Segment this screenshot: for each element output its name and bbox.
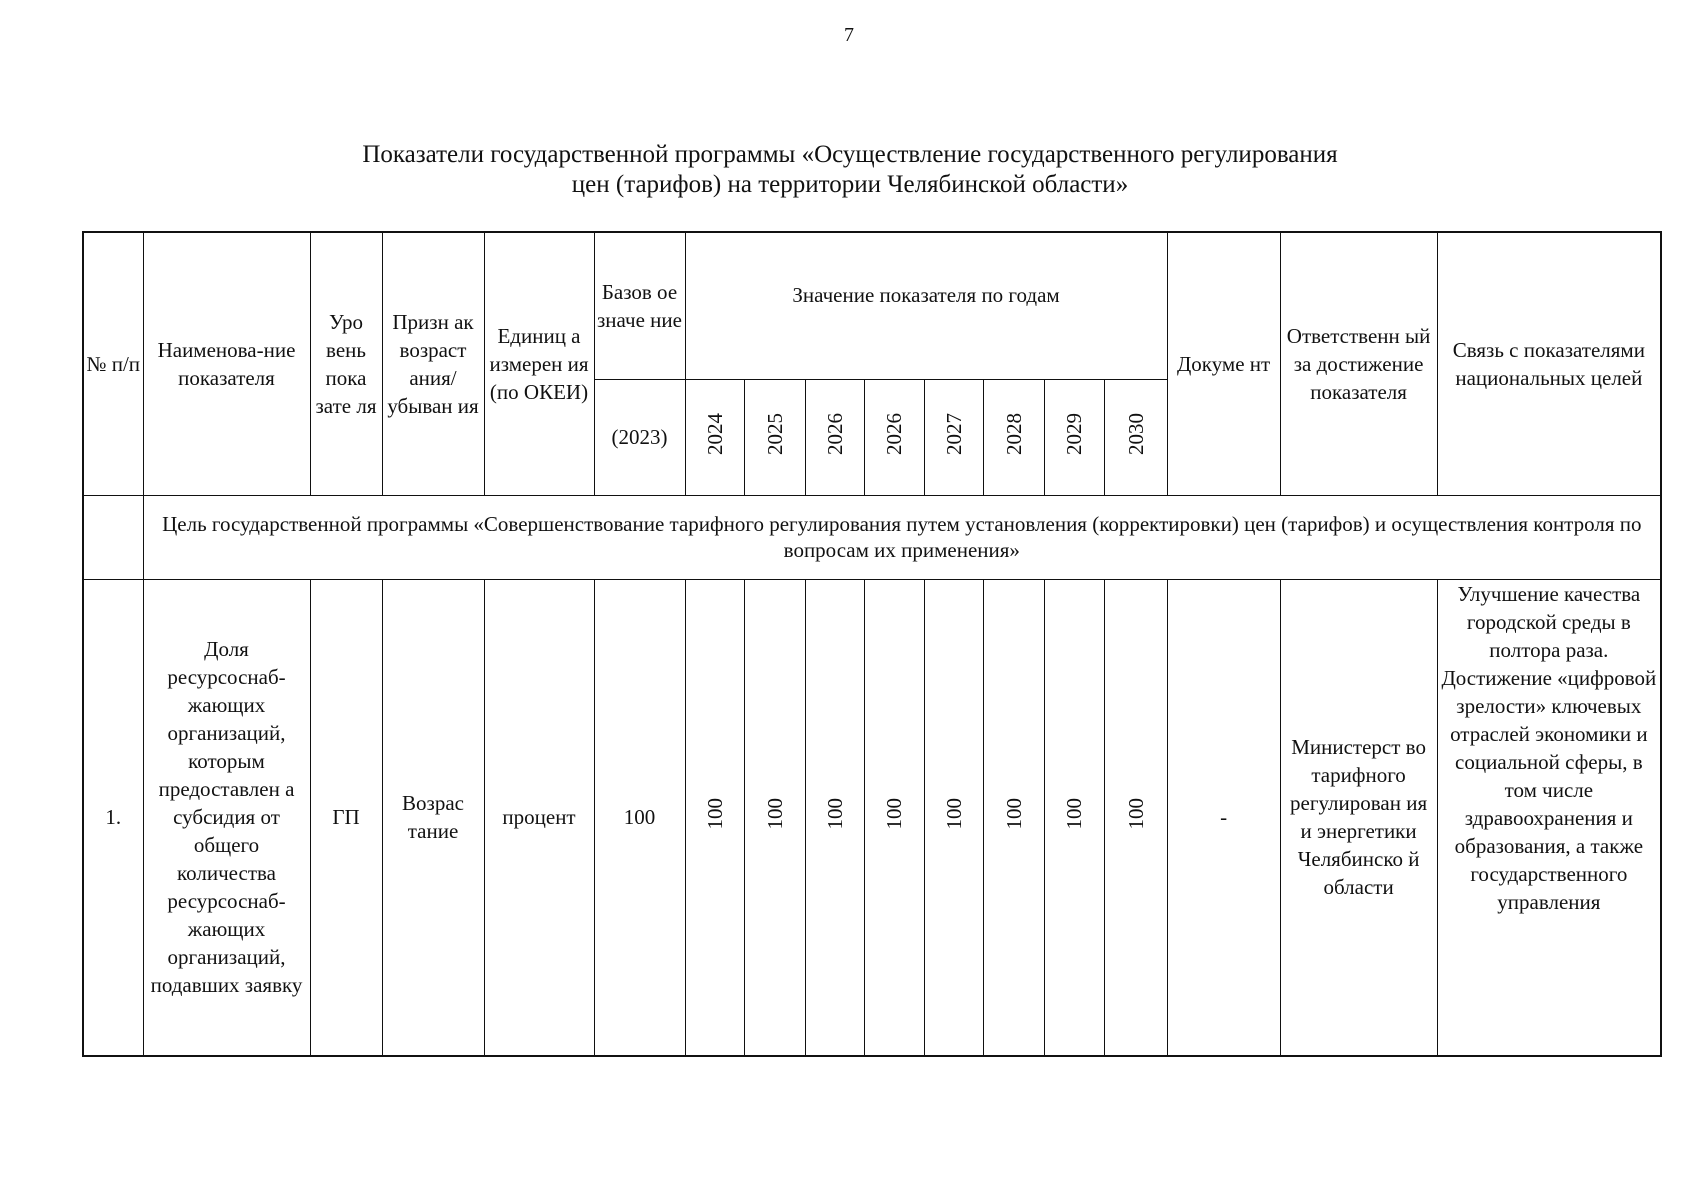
row-unit: процент <box>484 579 594 1056</box>
header-year-2030 <box>1104 379 1167 495</box>
row-value-2025 <box>744 579 805 1056</box>
row-national-goals-link: Улучшение качества городской среды в полтора раза. Достижение «цифровой зрелости» ключевых отраслей экономики и социальной сферы, в том числе здравоохранения и образования, а также государственного управления <box>1437 579 1661 1056</box>
row-value-2027 <box>924 579 983 1056</box>
row-value: 100 <box>882 798 906 830</box>
row-responsible: Министерст во тарифного регулирован ия и энергетики Челябинско й области <box>1280 579 1437 1056</box>
header-year-2025 <box>744 379 805 495</box>
row-value-2029 <box>1044 579 1104 1056</box>
page-number: 7 <box>844 24 854 46</box>
header-year-2026-dup <box>864 379 924 495</box>
row-value: 100 <box>822 798 847 830</box>
row-value-2028 <box>983 579 1044 1056</box>
header-base: Базов ое значе ние <box>594 232 685 379</box>
row-level: ГП <box>310 579 382 1056</box>
header-year-2028 <box>983 379 1044 495</box>
header-year-label: 2030 <box>1123 412 1148 455</box>
header-trend: Призн ак возраст ания/ убыван ия <box>382 232 484 495</box>
header-level: Уро вень пока зате ля <box>310 232 382 495</box>
header-row-1 <box>83 232 1661 379</box>
row-value: 100 <box>1062 798 1086 830</box>
row-trend: Возрас тание <box>382 579 484 1056</box>
header-year-2029 <box>1044 379 1104 495</box>
row-value: 100 <box>1001 798 1026 830</box>
row-value-2026-dup <box>864 579 924 1056</box>
indicators-table <box>82 231 1662 1057</box>
row-value-2030 <box>1104 579 1167 1056</box>
row-value-2026 <box>805 579 864 1056</box>
header-responsible: Ответственн ый за достижение показателя <box>1280 232 1437 495</box>
document-title <box>240 140 1460 200</box>
document-title-line-1: Показатели государственной программы «Осуществление государственного регулирования <box>362 141 1338 168</box>
header-document: Докуме нт <box>1167 232 1280 495</box>
row-base-value: 100 <box>594 579 685 1056</box>
goal-row <box>83 495 1661 579</box>
row-value-2024 <box>685 579 744 1056</box>
header-year-label: 2028 <box>1001 412 1026 455</box>
header-link: Связь с показателями национальных целей <box>1437 232 1661 495</box>
header-year-label: 2024 <box>702 412 727 455</box>
row-value: 100 <box>702 798 727 830</box>
program-goal: Цель государственной программы «Совершенствование тарифного регулирования путем установления (корректировки) цен (тарифов) и осуществления контроля по вопросам их применения» <box>143 495 1661 579</box>
header-year-2027 <box>924 379 983 495</box>
header-year-label: 2025 <box>762 412 787 455</box>
header-year-2024 <box>685 379 744 495</box>
row-indicator-name: Доля ресурсоснаб-жающих организаций, которым предоставлен а субсидия от общего количества ресурсоснаб-жающих организаций, подавших заявку <box>143 579 310 1056</box>
header-num: № п/п <box>83 232 143 495</box>
row-num: 1. <box>83 579 143 1056</box>
header-year-label: 2026 <box>822 412 847 455</box>
header-year-2026 <box>805 379 864 495</box>
document-title-line-2: цен (тарифов) на территории Челябинской области» <box>571 171 1129 198</box>
header-year-label: 2029 <box>1062 412 1086 455</box>
row-value: 100 <box>1123 798 1148 830</box>
header-name: Наименова-ние показателя <box>143 232 310 495</box>
header-year-label: 2026 <box>882 412 906 455</box>
row-document: - <box>1167 579 1280 1056</box>
goal-row-num-cell <box>83 495 143 579</box>
row-value: 100 <box>762 798 787 830</box>
row-value: 100 <box>941 798 966 830</box>
table-row <box>83 579 1661 1056</box>
header-unit: Единиц а измерен ия (по ОКЕИ) <box>484 232 594 495</box>
header-values-by-year: Значение показателя по годам <box>685 232 1167 379</box>
header-base-year: (2023) <box>594 379 685 495</box>
header-year-label: 2027 <box>941 412 966 455</box>
